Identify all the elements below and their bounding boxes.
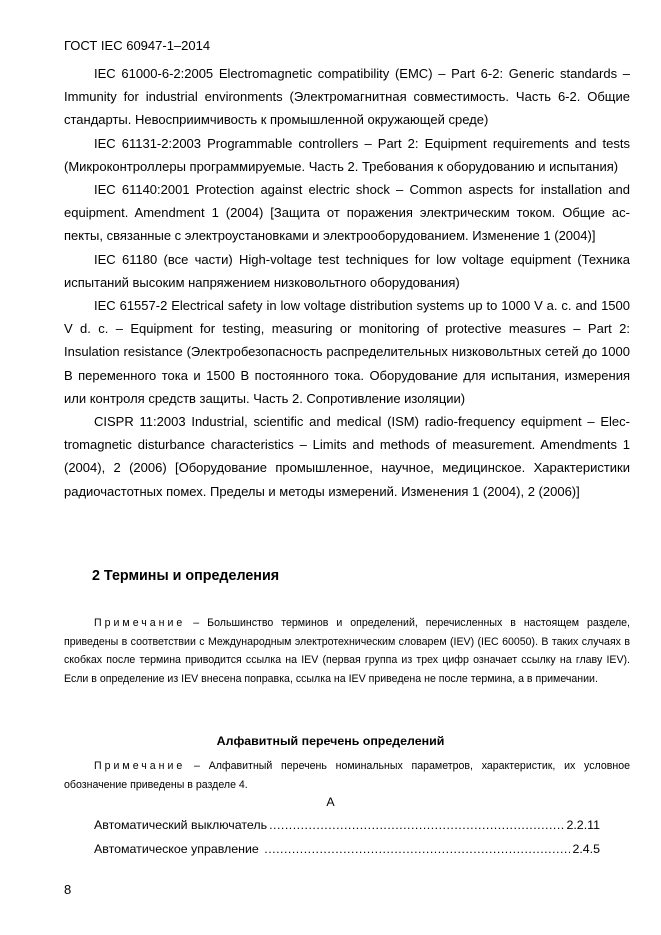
references-list (64, 62, 630, 503)
note-text: – Большинство терминов и определений, перечисленных в настоящем разделе, приведены в соответствии с Международным электротехническим словарем (IEV) (IEC 60050). В таких случаях в скобках после термина приводится ссылка на IEV (первая группа из трех цифр означает ссылку на главу IEV). Если в определение из IEV внесена поправка, ссылка на IEV приведена не после термина, а в примечании. (64, 617, 630, 685)
index-ref: 2.2.11 (566, 818, 600, 832)
reference-paragraph: CISPR 11:2003 Industrial, scientific and medical (ISM) radio-frequency equipment – Electromagnetic disturbance characteristics – Limits and methods of measurement. Amendments 1 (2004), 2 (2006) [Оборудование промышленное, научное, медицинское. Характеристики радиочастотных помех. Пределы и методы измерений. Изменения 1 (2004), 2 (2006)] (64, 414, 630, 499)
index-term: Автоматический выключатель (94, 818, 268, 832)
note-terms (64, 614, 630, 688)
index-ref: 2.4.5 (572, 842, 600, 856)
reference-paragraph: IEC 61180 (все части) High-voltage test techniques for low voltage equipment (Техника испытаний высоким напряжением низковольтного оборудования) (64, 251, 630, 290)
reference-paragraph: IEC 61557-2 Electrical safety in low voltage distribution systems up to 1000 V a. c. and 1500 V d. c. – Equipment for testing, measuring or monitoring of protective measures – Part 2: Insulation resistance (Электробезопасность распределительных низковольтных сетей до 1000 В переменного тока и 1500 В постоянного тока. Оборудование для испытания, измерения или контроля средств защиты. Часть 2. Сопротивление изоляции) (64, 298, 630, 406)
index-entry (94, 818, 600, 832)
note-text: – Алфавитный перечень номинальных параметров, характеристик, их условное обозначение приведены в разделе 4. (64, 760, 630, 791)
index-entry (94, 842, 600, 856)
index-title: Алфавитный перечень определений (216, 734, 445, 748)
index-letter: А (326, 795, 335, 809)
reference-paragraph: IEC 61140:2001 Protection against electric shock – Common aspects for installation and equipment. Amendment 1 (2004) [Защита от поражения электрическим током. Общие аспекты, связанные с электроустановками и электрооборудованием. Изменение 1 (2004)] (64, 182, 630, 244)
note-label: Примечание (94, 617, 186, 629)
leader-dots (269, 818, 564, 832)
note-index (64, 757, 630, 794)
reference-paragraph: IEC 61000-6-2:2005 Electromagnetic compatibility (EMC) – Part 6-2: Generic standards – Immunity for industrial environments (Электромагнитная совместимость. Часть 6-2. Общие стандарты. Невосприимчивость к промышленной окружающей среде) (64, 66, 630, 128)
page-number: 8 (64, 882, 72, 897)
index-term: Автоматическое управление (94, 842, 263, 856)
document-header: ГОСТ IEC 60947-1–2014 (64, 38, 211, 53)
leader-dots (264, 842, 570, 856)
note-label: Примечание (94, 760, 186, 772)
reference-paragraph: IEC 61131-2:2003 Programmable controllers – Part 2: Equipment requirements and tests (Микроконтроллеры программируемые. Часть 2. Требования к оборудованию и испытания) (64, 135, 630, 174)
section-title: 2 Термины и определения (92, 568, 280, 584)
